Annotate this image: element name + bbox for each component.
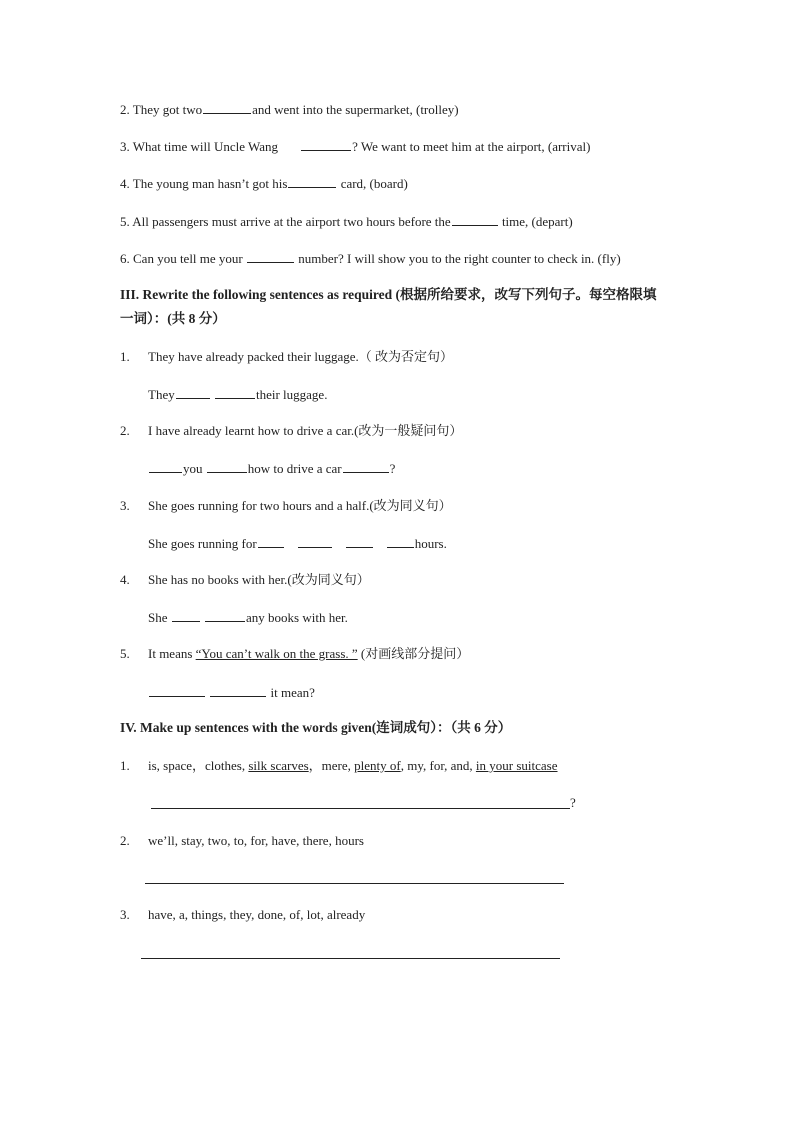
- rewrite-item-1: 1. They have already packed their luggage.（ 改为否定句）: [120, 349, 454, 364]
- answer-blank[interactable]: [207, 460, 247, 473]
- answer-blank[interactable]: [203, 101, 251, 114]
- sentence-item-1: 1. is, space，clothes, silk scarves，mere, plenty of, my, for, and, in your suitcase: [120, 758, 558, 773]
- rewrite-item-4: 4. She has no books with her.(改为同义句）: [120, 572, 370, 587]
- answer-blank[interactable]: [346, 535, 373, 548]
- answer-blank[interactable]: [215, 386, 255, 399]
- answer-line-1[interactable]: [151, 808, 570, 809]
- answer-blank[interactable]: [149, 684, 205, 697]
- sentence-item-2: 2. we’ll, stay, two, to, for, have, there, hours: [120, 833, 364, 848]
- question-5: 5. All passengers must arrive at the airport two hours before the time, (depart): [120, 214, 573, 229]
- answer-line-1-end: ?: [570, 795, 576, 810]
- rewrite-item-5: 5. It means “You can’t walk on the grass. ” (对画线部分提问）: [120, 646, 470, 661]
- answer-line-3[interactable]: [141, 958, 560, 959]
- rewrite-item-3: 3. She goes running for two hours and a half.(改为同义句）: [120, 498, 452, 513]
- answer-blank[interactable]: [205, 609, 245, 622]
- sentence-item-3: 3. have, a, things, they, done, of, lot, already: [120, 907, 366, 922]
- question-6: 6. Can you tell me your number? I will show you to the right counter to check in. (fly): [120, 251, 621, 266]
- answer-blank[interactable]: [247, 250, 294, 263]
- rewrite-answer-1: They their luggage.: [148, 387, 328, 402]
- answer-blank[interactable]: [452, 213, 498, 226]
- rewrite-answer-5: it mean?: [148, 684, 315, 701]
- answer-blank[interactable]: [387, 535, 414, 548]
- answer-blank[interactable]: [210, 684, 266, 697]
- rewrite-answer-4: She any books with her.: [148, 610, 348, 625]
- answer-blank[interactable]: [301, 138, 351, 151]
- answer-blank[interactable]: [149, 460, 182, 473]
- rewrite-item-2: 2. I have already learnt how to drive a car.(改为一般疑问句）: [120, 423, 463, 438]
- question-2: 2. They got two and went into the supermarket, (trolley): [120, 102, 459, 117]
- answer-blank[interactable]: [176, 386, 210, 399]
- question-3: 3. What time will Uncle Wang ? We want to meet him at the airport, (arrival): [120, 139, 591, 154]
- question-4: 4. The young man hasn’t got his card, (board): [120, 176, 408, 191]
- rewrite-answer-2: you how to drive a car ?: [148, 460, 395, 477]
- section-4-heading: IV. Make up sentences with the words given(连词成句）：（共 6 分）: [120, 720, 512, 735]
- answer-blank[interactable]: [343, 460, 389, 473]
- answer-blank[interactable]: [288, 175, 336, 188]
- answer-blank[interactable]: [298, 535, 332, 548]
- rewrite-answer-3: She goes running for hours.: [148, 536, 447, 551]
- answer-line-2[interactable]: [145, 883, 564, 884]
- section-3-heading-cont: 一词）：(共 8 分）: [120, 311, 226, 326]
- answer-blank[interactable]: [172, 609, 200, 622]
- answer-blank[interactable]: [258, 535, 284, 548]
- section-3-heading: III. Rewrite the following sentences as required (根据所给要求，改写下列句子。每空格限填: [120, 287, 657, 302]
